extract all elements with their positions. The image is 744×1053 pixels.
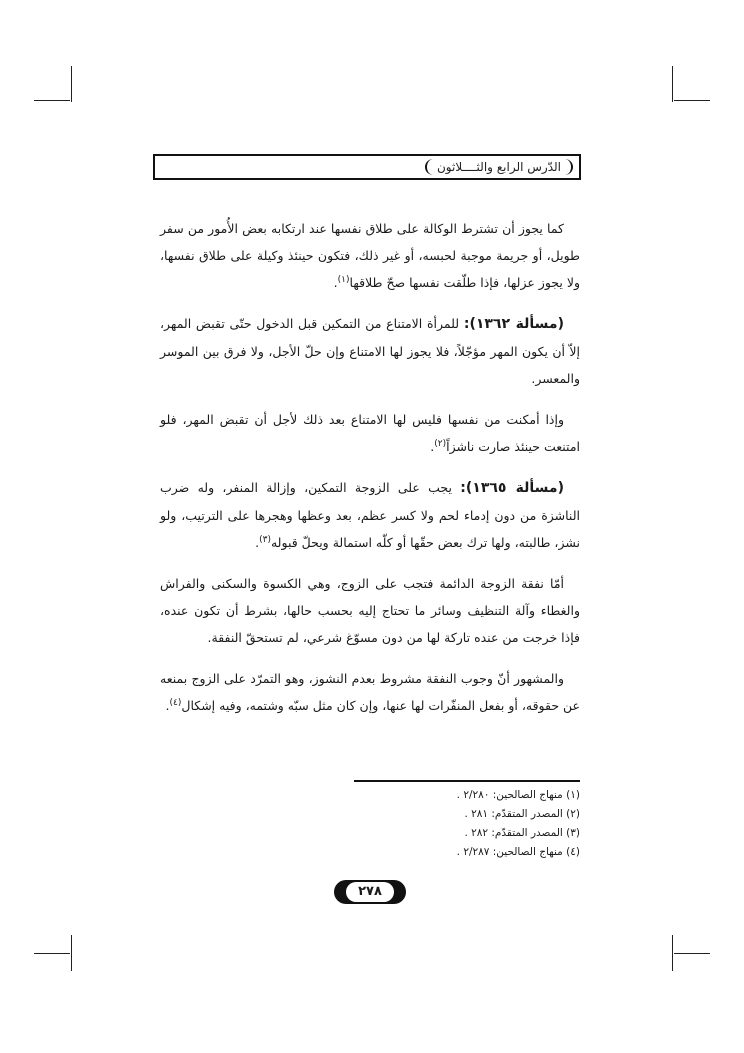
crop-mark bbox=[71, 935, 72, 971]
crop-mark bbox=[34, 953, 70, 954]
footnote: (١) منهاج الصالحين: ٢/٢٨٠ . bbox=[456, 789, 580, 801]
footnotes bbox=[320, 786, 580, 862]
masala-label: (مسألة ١٣٦٥): bbox=[460, 480, 564, 496]
footnote-divider bbox=[354, 780, 580, 782]
paragraph-3: وإذا أمكنت من نفسها فليس لها الامتناع بعد ذلك لأجل أن تقبض المهر، فلو امتنعت حينئذ صارت ناشزاً$^{(٢)}$. bbox=[160, 412, 580, 454]
running-header bbox=[153, 154, 581, 180]
paragraph-6: والمشهور أنّ وجوب النفقة مشروط بعدم النشوز، وهو التمرّد على الزوج بمنعه عن حقوقه، أو بفعل المنفّرات لها عنها، وإن كان مثل سبّه وشتمه، وفيه إشكال$^{(٤)}$. bbox=[160, 671, 580, 713]
header-title: الدّرس الرابع والثــــلاثون bbox=[425, 159, 573, 175]
page-number-badge bbox=[334, 880, 406, 904]
crop-mark bbox=[672, 935, 673, 971]
crop-mark bbox=[34, 100, 70, 101]
footnote: (٣) المصدر المتقدّم: ٢٨٢ . bbox=[464, 827, 580, 839]
crop-mark bbox=[71, 66, 72, 102]
paragraph-1: كما يجوز أن تشترط الوكالة على طلاق نفسها عند ارتكابه بعض الأُمور من سفر طويل، أو جريمة موجبة لحبسه، أو غير ذلك، فتكون حينئذ وكيلة على طلاق نفسها، ولا يجوز عزلها، فإذا طلّقت نفسها صحّ طلاقها$^{(١)}$. bbox=[160, 221, 580, 290]
footnote: (٤) منهاج الصالحين: ٢/٢٨٧ . bbox=[456, 846, 580, 858]
masala-label: (مسألة ١٣٦٢): bbox=[463, 316, 564, 332]
footnote-ref: (٤) bbox=[169, 697, 182, 708]
paragraph-masala-1365: (مسألة ١٣٦٥): يجب على الزوجة التمكين، وإزالة المنفر، وله ضرب الناشزة من دون إدماء لحم ولا كسر عظم، بعد وعظها وهجرها على الترتيب، ولو نشز، طالبته، ولها ترك بعض حقّها أو كلّه استمالة ويحلّ قبوله$^{(٣)}$. bbox=[160, 480, 580, 550]
crop-mark bbox=[672, 66, 673, 102]
paragraph-masala-1362: (مسألة ١٣٦٢): للمرأة الامتناع من التمكين قبل الدخول حتّى تقبض المهر، إلاّ أن يكون المهر مؤجّلاً، فلا يجوز لها الامتناع وإن حلّ الأجل، ولا فرق بين الموسر والمعسر. bbox=[160, 316, 580, 386]
footnote: (٢) المصدر المتقدّم: ٢٨١ . bbox=[464, 808, 580, 820]
crop-mark bbox=[674, 100, 710, 101]
main-text bbox=[160, 215, 580, 733]
footnote-ref: (٢) bbox=[434, 438, 447, 449]
crop-mark bbox=[674, 953, 710, 954]
page-number: ٢٧٨ bbox=[346, 882, 394, 902]
footnote-ref: (٣) bbox=[259, 534, 271, 545]
paragraph-5: أمّا نفقة الزوجة الدائمة فتجب على الزوج، وهي الكسوة والسكنى والفراش والغطاء وآلة التنظيف وسائر ما تحتاج إليه بحسب حالها، بشرط أن تكون عنده، فإذا خرجت من عنده تاركة لها من دون مسوّغ شرعي، لم تستحقّ النفقة. bbox=[160, 576, 580, 645]
footnote-ref: (١) bbox=[337, 274, 350, 285]
